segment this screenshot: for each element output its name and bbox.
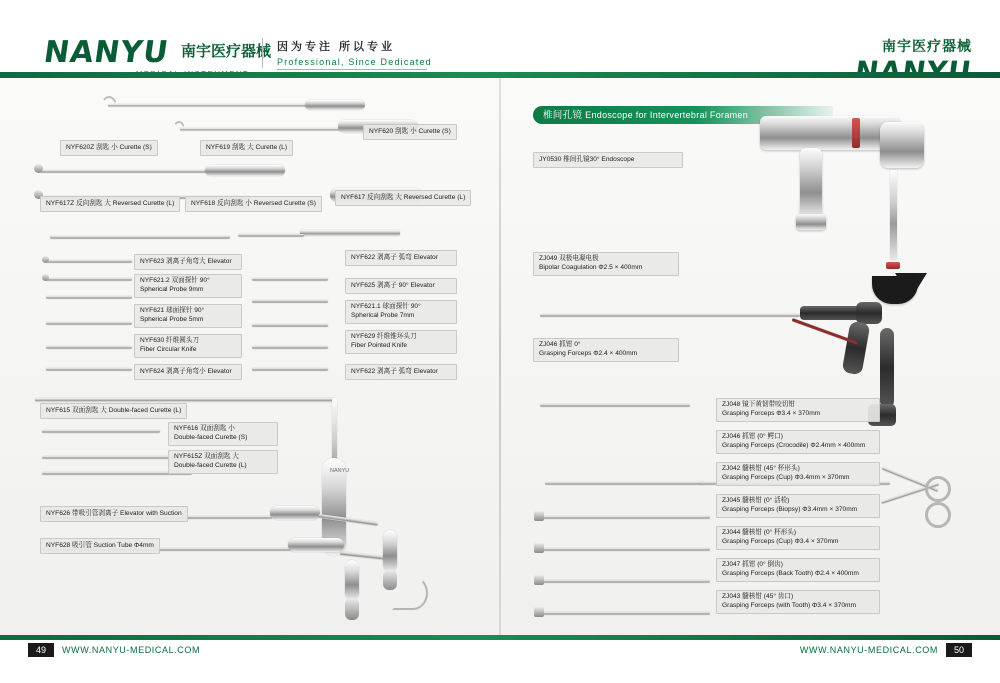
caption-code: NYF628 <box>46 542 71 549</box>
instrument-fitting <box>345 560 359 600</box>
caption-code: ZJ043 <box>722 593 741 600</box>
caption-ZJ042 <box>716 462 880 486</box>
caption-NYF623 <box>134 254 242 270</box>
instrument-shaft <box>252 300 328 303</box>
caption-spec: Φ2.4 × 400mm <box>593 349 638 357</box>
instrument-shaft <box>252 324 328 327</box>
caption-code: JY0530 <box>539 156 562 163</box>
caption-cn: 球面探针 90° <box>166 307 205 314</box>
caption-ZJ043 <box>716 590 880 614</box>
instrument-handle <box>270 506 320 520</box>
caption-code: NYF620Z <box>66 144 95 151</box>
forceps-tip <box>534 511 544 521</box>
instrument-shaft <box>238 234 304 237</box>
caption-ZJ049 <box>533 252 679 276</box>
caption-en: Double-faced Curette (L) <box>174 461 247 469</box>
instrument-shaft <box>46 322 132 325</box>
caption-cn: 髓核钳 (45° 杯形头) <box>742 465 800 472</box>
instrument-shaft <box>42 430 160 433</box>
caption-NYF628 <box>40 538 160 554</box>
caption-cn: 刮匙 大 <box>232 144 254 151</box>
instrument-handle <box>305 100 365 110</box>
slogan-block <box>262 38 432 68</box>
instrument-shaft <box>252 278 328 281</box>
instrument-shaft <box>46 346 132 349</box>
caption-en: Elevator <box>413 254 438 261</box>
caption-spec: Φ2.5 × 400mm <box>598 263 643 271</box>
caption-NYF626 <box>40 506 188 522</box>
forceps-ring-handle <box>925 476 951 502</box>
instrument-shaft <box>46 260 132 263</box>
caption-cn: 吸引管 <box>72 542 92 549</box>
caption-en: Fiber Circular Knife <box>140 345 197 353</box>
caption-code: NYF630 <box>140 337 165 344</box>
caption-cn: 双面探针 90° <box>171 277 210 284</box>
caption-NYF620Z <box>60 140 158 156</box>
endoscope-eyepiece <box>880 122 924 168</box>
caption-en: Reversed Curette (L) <box>403 194 466 201</box>
caption-cn: 椎间孔镜30° <box>563 156 600 163</box>
instrument-shaft <box>252 346 328 349</box>
caption-NYF621-1 <box>345 300 457 324</box>
caption-en: Grasping Forceps (Back Tooth) <box>722 569 814 577</box>
caption-NYF615 <box>40 403 187 419</box>
caption-en: Curette (S) <box>119 144 152 151</box>
caption-code: ZJ046 <box>539 341 558 348</box>
brand-wordmark-left: NANYU <box>41 35 172 70</box>
caption-cn: 刮匙 小 <box>395 128 417 135</box>
endoscope-funnel <box>872 276 918 304</box>
forceps-tip <box>534 575 544 585</box>
page-spine <box>499 78 501 635</box>
caption-en: Fiber Pointed Knife <box>351 341 408 349</box>
caption-code: NYF617 <box>341 194 366 201</box>
caption-cn: 球面探针 90° <box>382 303 421 310</box>
caption-cn: 剥离子 90° <box>377 282 409 289</box>
brand-chinese-left: 南宇医疗器械 <box>180 43 271 60</box>
caption-en: Elevator <box>207 368 232 375</box>
footer-green-band <box>0 635 1000 640</box>
page-footer <box>0 635 1000 683</box>
instrument-shaft <box>42 456 182 459</box>
caption-NYF630 <box>134 334 242 358</box>
caption-cn: 纤维锥环头刀 <box>377 333 417 340</box>
forceps-tip <box>534 543 544 553</box>
caption-spec: Φ2.4mm × 400mm <box>810 441 866 449</box>
caption-ZJ046-top <box>533 338 679 362</box>
caption-code: NYF622 <box>351 368 376 375</box>
caption-code: NYF621.1 <box>351 303 381 310</box>
caption-NYF615Z <box>168 450 278 474</box>
instrument-shaft <box>35 398 335 402</box>
endoscope-body <box>760 116 900 150</box>
caption-spec: Φ3.4mm × 370mm <box>802 505 858 513</box>
endoscope-light-connector <box>796 214 826 230</box>
caption-cn: 刮匙 小 <box>96 144 118 151</box>
instrument-shaft <box>46 296 132 299</box>
caption-cn: 反向刮匙 大 <box>76 200 111 207</box>
caption-cn: 抓钳 (0° 倒齿) <box>742 561 783 568</box>
caption-NYF622-a <box>345 250 457 266</box>
instrument-shaft <box>46 278 132 281</box>
section-title-en: Endoscope for Intervertebral Foramen <box>585 110 749 120</box>
caption-code: NYF621.2 <box>140 277 170 284</box>
caption-ZJ045 <box>716 494 880 518</box>
forceps-shaft <box>540 612 710 615</box>
caption-JY0530 <box>533 152 683 168</box>
engraving-label: NANYU <box>330 468 350 474</box>
caption-en: Elevator <box>410 282 435 289</box>
instrument-tip-curve <box>172 121 186 133</box>
caption-NYF619 <box>200 140 293 156</box>
caption-cn: 双面刮匙 小 <box>200 425 235 432</box>
caption-en: Spherical Probe 5mm <box>140 315 204 323</box>
slogan-underline <box>277 69 427 70</box>
caption-spec: Φ3.4 × 370mm <box>794 537 839 545</box>
caption-code: NYF617Z <box>46 200 75 207</box>
caption-en: Suction Tube <box>93 542 133 549</box>
caption-en: Spherical Probe 9mm <box>140 285 204 293</box>
caption-code: ZJ049 <box>539 255 558 262</box>
caption-cn: 剥离子 弧弯 <box>377 368 412 375</box>
caption-code: NYF623 <box>140 258 165 265</box>
instrument-shaft <box>252 368 328 371</box>
caption-NYF625 <box>345 278 457 294</box>
caption-spec: Φ2.4 × 400mm <box>814 569 859 577</box>
footer-website-right[interactable]: WWW.NANYU-MEDICAL.COM <box>799 645 938 655</box>
caption-cn: 双面刮匙 大 <box>204 453 239 460</box>
instrument-shaft <box>40 170 210 173</box>
instrument-fitting <box>383 530 397 572</box>
caption-cn: 带吸引管剥离子 <box>72 510 119 517</box>
caption-cn: 双极电凝电极 <box>559 255 599 262</box>
bipolar-cable <box>880 328 894 408</box>
caption-en: Grasping Forceps <box>539 349 592 357</box>
page-header <box>0 0 1000 78</box>
caption-en: Curette (L) <box>255 144 288 151</box>
caption-code: NYF619 <box>206 144 231 151</box>
caption-code: NYF618 <box>191 200 216 207</box>
caption-en: Grasping Forceps (Biopsy) <box>722 505 801 513</box>
caption-en: Grasping Forceps <box>722 409 775 417</box>
caption-cn: 髓核钳 (45° 齿口) <box>742 593 794 600</box>
slogan-english: Professional, Since Dedicated <box>277 57 432 67</box>
forceps-shaft <box>540 516 710 519</box>
caption-code: NYF620 <box>369 128 394 135</box>
caption-NYF621 <box>134 304 242 328</box>
caption-en: Grasping Forceps (Cup) <box>722 537 793 545</box>
instrument-tip <box>34 164 43 173</box>
caption-spec: Φ3.4 × 370mm <box>776 409 821 417</box>
caption-NYF624 <box>134 364 242 380</box>
caption-code: ZJ048 <box>722 401 741 408</box>
caption-en: Elevator with Suction <box>120 510 182 517</box>
caption-spec: Φ4mm <box>134 542 154 549</box>
caption-en: Reversed Curette (L) <box>112 200 175 207</box>
caption-en: Elevator <box>207 258 232 265</box>
caption-en: Double-faced Curette (L) <box>108 407 182 414</box>
caption-spec: Φ3.4 × 370mm <box>812 601 856 609</box>
caption-en: Grasping Forceps (with Tooth) <box>722 601 811 609</box>
brand-chinese-right: 南宇医疗器械 <box>882 38 972 54</box>
caption-en: Spherical Probe 7mm <box>351 311 415 319</box>
instrument-shaft <box>50 236 230 239</box>
caption-code: ZJ045 <box>722 497 741 504</box>
instrument-handle <box>300 230 400 236</box>
caption-code: NYF621 <box>140 307 165 314</box>
page-number-right: 50 <box>946 643 972 657</box>
instrument-tip <box>42 274 49 281</box>
caption-code: NYF616 <box>174 425 199 432</box>
caption-cn: 反向刮匙 小 <box>217 200 252 207</box>
caption-code: NYF624 <box>140 368 165 375</box>
caption-cn: 髓核钳 (0° 杯形头) <box>742 529 797 536</box>
caption-ZJ047 <box>716 558 880 582</box>
bipolar-shaft <box>540 314 800 317</box>
forceps-shaft <box>540 404 690 407</box>
forceps-shaft <box>540 580 710 583</box>
footer-website-left[interactable]: WWW.NANYU-MEDICAL.COM <box>62 645 201 655</box>
caption-code: NYF629 <box>351 333 376 340</box>
caption-NYF621-2 <box>134 274 242 298</box>
caption-code: ZJ042 <box>722 465 741 472</box>
caption-code: NYF625 <box>351 282 376 289</box>
caption-code: ZJ046 <box>722 433 741 440</box>
caption-en: Bipolar Coagulation <box>539 263 597 271</box>
caption-cn: 镜下黄韧带咬切钳 <box>742 401 795 408</box>
instrument-tip <box>42 256 49 263</box>
caption-en: Grasping Forceps (Cup) <box>722 473 793 481</box>
forceps-shaft <box>540 548 710 551</box>
caption-code: NYF615 <box>46 407 71 414</box>
caption-ZJ048 <box>716 398 880 422</box>
caption-code: NYF622 <box>351 254 376 261</box>
caption-NYF616 <box>168 422 278 446</box>
instrument-handle <box>205 165 285 176</box>
caption-NYF617 <box>335 190 471 206</box>
endoscope-light-post <box>800 148 822 218</box>
caption-NYF629 <box>345 330 457 354</box>
caption-NYF620 <box>363 124 457 140</box>
instrument-tip-curve <box>100 96 118 110</box>
instrument-shaft <box>180 128 340 131</box>
slogan-chinese: 因为专注 所以专业 <box>277 41 396 53</box>
bipolar-grip <box>842 321 871 376</box>
caption-cn: 抓钳 0° <box>559 341 581 348</box>
caption-spec: Φ3.4mm × 370mm <box>794 473 850 481</box>
caption-code: NYF626 <box>46 510 71 517</box>
endoscope-shaft <box>890 170 897 260</box>
caption-cn: 髓核钳 (0° 活检) <box>742 497 790 504</box>
caption-code: ZJ044 <box>722 529 741 536</box>
caption-en: Grasping Forceps (Crocodile) <box>722 441 809 449</box>
caption-cn: 剥离子角弯大 <box>166 258 206 265</box>
caption-cn: 剥离子 弧弯 <box>377 254 412 261</box>
caption-NYF618 <box>185 196 322 212</box>
caption-ZJ044 <box>716 526 880 550</box>
caption-cn: 抓钳 (0° 鳄口) <box>742 433 783 440</box>
bipolar-handle <box>800 306 860 320</box>
forceps-ring-handle <box>925 502 951 528</box>
caption-NYF617Z <box>40 196 180 212</box>
bipolar-connector <box>856 302 882 324</box>
forceps-shaft <box>545 482 705 485</box>
instrument-shaft <box>108 104 308 107</box>
endoscope-red-band <box>852 118 860 148</box>
endoscope-shaft-band <box>886 262 900 269</box>
instrument-shaft <box>46 368 132 371</box>
caption-code: ZJ047 <box>722 561 741 568</box>
section-title-cn: 椎间孔镜 <box>543 110 583 121</box>
instrument-handle <box>288 538 344 552</box>
caption-en: Elevator <box>413 368 438 375</box>
caption-en: Endoscope <box>601 156 635 163</box>
page-content <box>0 78 1000 635</box>
caption-en: Reversed Curette (S) <box>253 200 316 207</box>
instrument-fitting-end <box>345 598 359 620</box>
caption-ZJ046-crocodile <box>716 430 880 454</box>
caption-code: NYF615Z <box>174 453 203 460</box>
caption-cn: 双面刮匙 大 <box>72 407 107 414</box>
forceps-tip <box>534 607 544 617</box>
caption-NYF622-b <box>345 364 457 380</box>
caption-en: Double-faced Curette (S) <box>174 433 248 441</box>
caption-en: Curette (S) <box>418 128 451 135</box>
page-number-left: 49 <box>28 643 54 657</box>
caption-cn: 反向刮匙 大 <box>367 194 402 201</box>
caption-cn: 纤维圆头刀 <box>166 337 200 344</box>
instrument-cable-loop <box>392 576 428 610</box>
caption-cn: 剥离子角弯小 <box>166 368 206 375</box>
